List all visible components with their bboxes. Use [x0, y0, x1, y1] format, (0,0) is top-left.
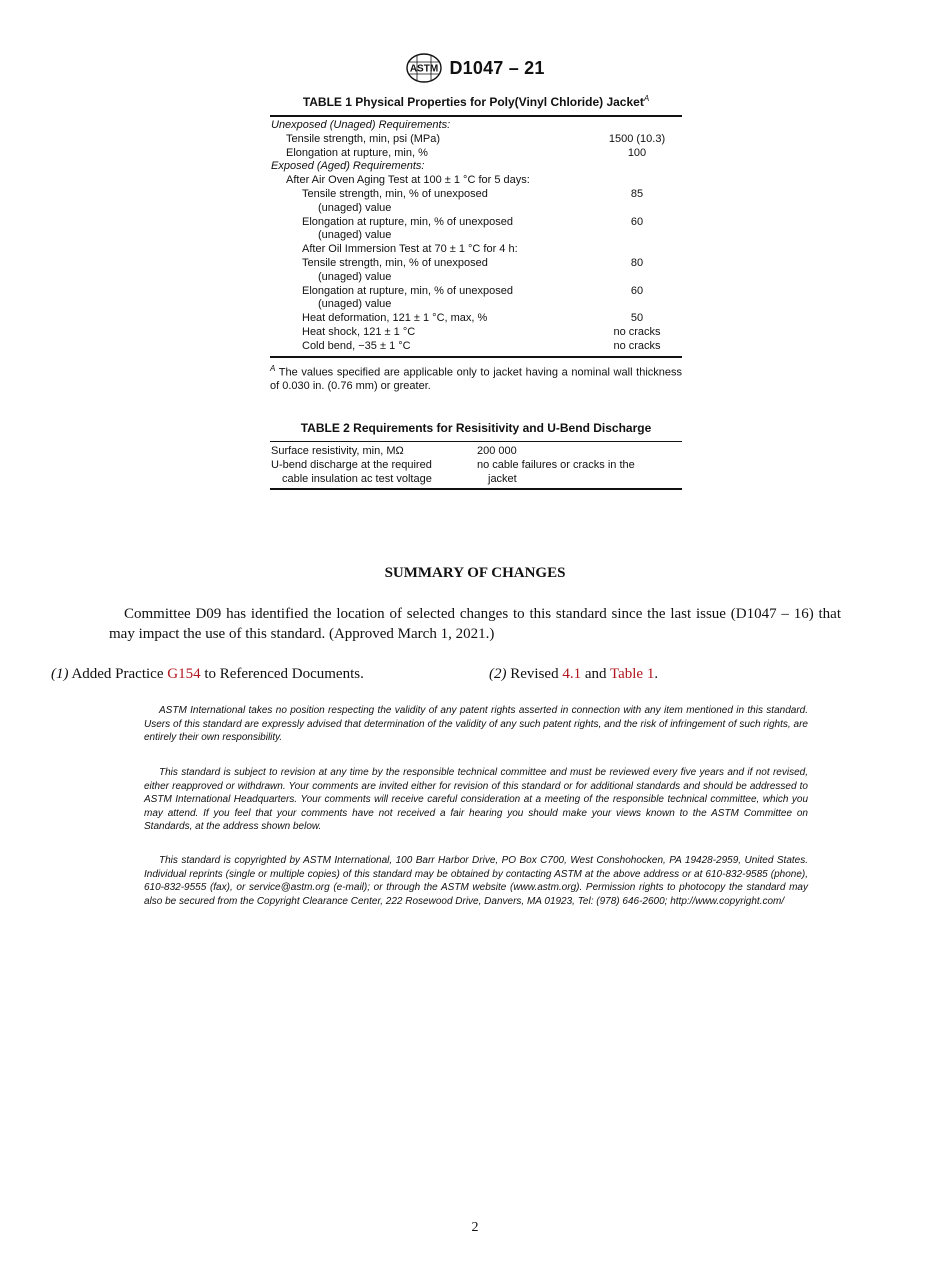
- table-row: Heat shock, 121 ± 1 °C no cracks: [302, 325, 661, 338]
- table-row: (unaged) value: [318, 201, 392, 214]
- page-number: 2: [471, 1220, 479, 1235]
- astm-logo-icon: [405, 52, 443, 84]
- summary-body: Committee D09 has identified the location of selected changes to this standard since the last issue (D1047 – 16) that may impact the use of this standard. (Approved March 1, 2021.): [109, 606, 841, 642]
- table-2: [270, 421, 682, 490]
- table-row: (unaged) value: [318, 229, 392, 242]
- table-row: Tensile strength, min, psi (MPa) 1500 (10.3): [286, 132, 666, 145]
- table-row: Elongation at rupture, min, % of unexposed 60: [302, 284, 644, 297]
- link-section-4-1[interactable]: 4.1: [562, 666, 582, 682]
- table-row: cable insulation ac test voltage jacket: [282, 473, 517, 485]
- change-item-2: (2) Revised 4.1 and Table 1.: [489, 666, 659, 682]
- table-row: Elongation at rupture, min, % 100: [286, 146, 647, 159]
- table-row: Elongation at rupture, min, % of unexposed 60: [302, 215, 644, 228]
- table-1-footnote: $^A$ The values specified are applicable only to jacket having a nominal wall thickness of 0.030 in. (0.76 mm) or greater.: [270, 363, 682, 393]
- table-2-title: TABLE 2 Requirements for Resisitivity and U-Bend Discharge: [300, 421, 652, 435]
- table-row: Tensile strength, min, % of unexposed 80: [302, 256, 644, 269]
- link-table-1[interactable]: Table 1: [609, 666, 655, 682]
- table-row: (unaged) value: [318, 270, 392, 283]
- table-rule: [270, 356, 682, 358]
- table-row: Heat deformation, 121 ± 1 °C, max, % 50: [302, 312, 644, 325]
- table-row: Cold bend, −35 ± 1 °C no cracks: [302, 339, 661, 352]
- table-row: After Oil Immersion Test at 70 ± 1 °C for 4 h:: [302, 243, 518, 256]
- table-row: (unaged) value: [318, 298, 392, 311]
- copyright-notice: This standard is copyrighted by ASTM International, 100 Barr Harbor Drive, PO Box C700, West Conshohocken, PA 19428-2959, United States. Individual reprints (single or multiple copies) of this standard may be obtained by contacting ASTM at the above address or at 610-832-9585 (phone), 610-832-9555 (fax), or service@astm.org (e-mail); or through the ASTM website (www.astm.org). Permission rights to photocopy the standard may also be secured from the Copyright Clearance Center, 222 Rosewood Drive, Danvers, MA 01923, Tel: (978) 646-2600; http://www.copyright.com/: [144, 855, 808, 907]
- page-header: [0, 52, 950, 89]
- document-id: D1047 – 21: [449, 57, 545, 78]
- table-row: After Air Oven Aging Test at 100 ± 1 °C for 5 days:: [286, 174, 530, 187]
- table-row: U-bend discharge at the required no cable failures or cracks in the: [271, 459, 635, 471]
- summary-title: SUMMARY OF CHANGES: [384, 565, 566, 581]
- table-1: [270, 94, 682, 393]
- table-rule: [270, 488, 682, 490]
- link-g154[interactable]: G154: [167, 666, 201, 682]
- patent-notice: ASTM International takes no position respecting the validity of any patent rights asserted in connection with any item mentioned in this standard. Users of this standard are expressly advised that determination of the validity of any such patent rights, and the risk of infringement of such rights, are entirely their own responsibility.: [144, 705, 808, 744]
- table-1-title: TABLE 1 Physical Properties for Poly(Vinyl Chloride) Jacket$^A$: [302, 94, 650, 109]
- table-row: Exposed (Aged) Requirements:: [271, 160, 425, 173]
- logo-text: ASTM: [410, 63, 439, 75]
- change-item-1: (1) Added Practice G154 to Referenced Documents.: [51, 666, 364, 682]
- revision-notice: This standard is subject to revision at any time by the responsible technical committee and must be reviewed every five years and if not revised, either reapproved or withdrawn. Your comments are invited either for revision of this standard or for additional standards and should be addressed to ASTM International Headquarters. Your comments will receive careful consideration at a meeting of the responsible technical committee, which you may attend. If you feel that your comments have not received a fair hearing you should make your views known to the ASTM Committee on Standards, at the address shown below.: [144, 767, 808, 833]
- table-row: Unexposed (Unaged) Requirements:: [271, 119, 451, 131]
- table-row: Surface resistivity, min, MΩ 200 000: [271, 445, 517, 457]
- table-row: Tensile strength, min, % of unexposed 85: [302, 187, 644, 200]
